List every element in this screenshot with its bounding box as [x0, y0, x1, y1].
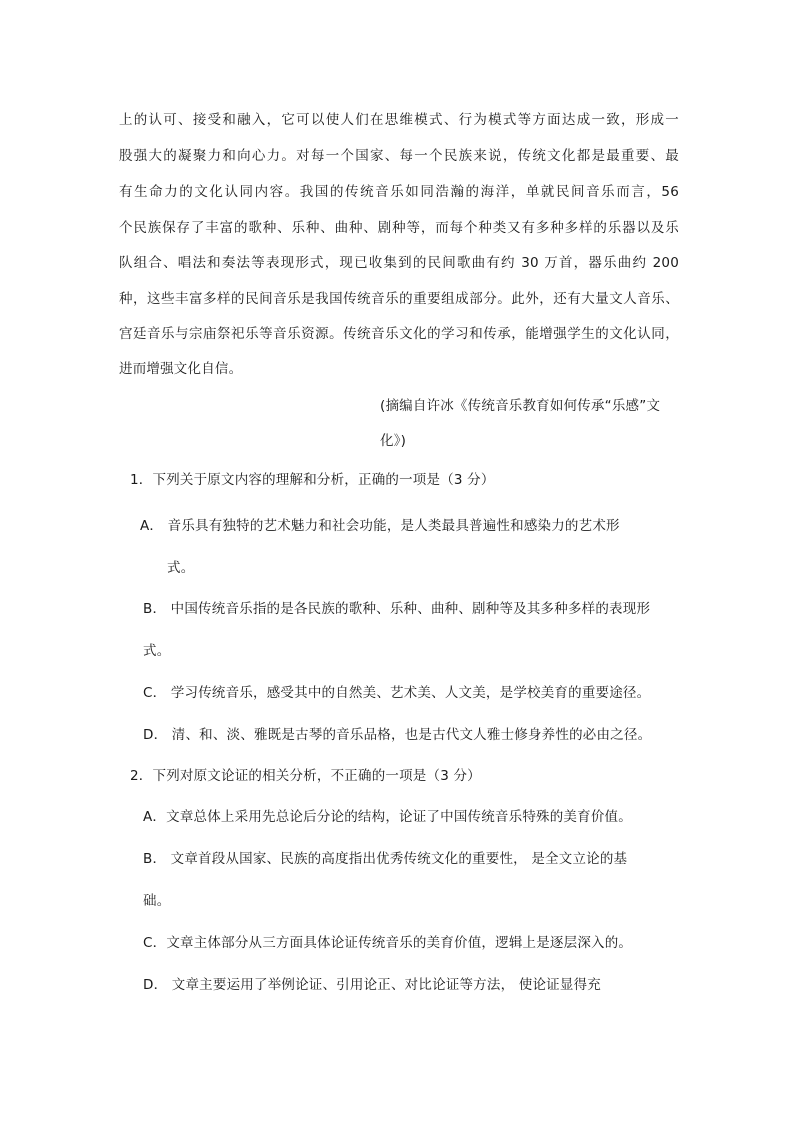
passage-line: 种，这些丰富多样的民间音乐是我国传统音乐的重要组成部分。此外，还有大量文人音乐、: [119, 291, 679, 307]
passage-line: 宫廷音乐与宗庙祭祀乐等音乐资源。传统音乐文化的学习和传承，能增强学生的文化认同，: [119, 326, 679, 342]
question-2-option-b-continued: 础。: [143, 893, 171, 909]
passage-line: 队组合、唱法和奏法等表现形式，现已收集到的民间歌曲有约 30 万首，器乐曲约 200: [119, 255, 679, 271]
passage-line: 股强大的凝聚力和向心力。对每一个国家、每一个民族来说，传统文化都是最重要、最: [119, 148, 679, 164]
question-2-stem: 2．下列对原文论证的相关分析，不正确的一项是（3 分）: [130, 768, 481, 784]
source-citation-line1: (摘编自许冰《传统音乐教育如何传承“乐感”文: [380, 398, 661, 414]
question-1-option-b-continued: 式。: [143, 643, 171, 659]
passage-line: 个民族保存了丰富的歌种、乐种、曲种、剧种等，而每个种类又有多种多样的乐器以及乐: [119, 220, 679, 236]
question-2-option-d: D． 文章主要运用了举例论证、引用论正、对比论证等方法， 使论证显得充: [143, 977, 601, 993]
passage-line: 有生命力的文化认同内容。我国的传统音乐如同浩瀚的海洋，单就民间音乐而言，56: [119, 184, 679, 200]
passage-line: 进而增强文化自信。: [119, 361, 243, 377]
question-1-option-a: A． 音乐具有独特的艺术魅力和社会功能，是人类最具普遍性和感染力的艺术形: [140, 518, 620, 534]
question-2-option-c: C．文章主体部分从三方面具体论证传统音乐的美育价值，逻辑上是逐层深入的。: [143, 935, 633, 951]
question-1-option-c: C． 学习传统音乐，感受其中的自然美、艺术美、人文美，是学校美育的重要途径。: [143, 685, 651, 701]
passage-line: 上的认可、接受和融入，它可以使人们在思维模式、行为模式等方面达成一致，形成一: [119, 112, 679, 128]
question-1-option-b: B． 中国传统音乐指的是各民族的歌种、乐种、曲种、剧种等及其多种多样的表现形: [143, 601, 651, 617]
question-1-stem: 1．下列关于原文内容的理解和分析，正确的一项是（3 分）: [130, 472, 495, 488]
question-1-option-d: D． 清、和、淡、雅既是古琴的音乐品格，也是古代文人雅士修身养性的必由之径。: [143, 727, 652, 743]
question-2-option-b: B． 文章首段从国家、民族的高度指出优秀传统文化的重要性， 是全文立论的基: [143, 851, 628, 867]
question-1-option-a-continued: 式。: [167, 560, 195, 576]
question-2-option-a: A．文章总体上采用先总论后分论的结构，论证了中国传统音乐特殊的美育价值。: [143, 809, 632, 825]
source-citation-line2: 化》): [380, 433, 407, 449]
